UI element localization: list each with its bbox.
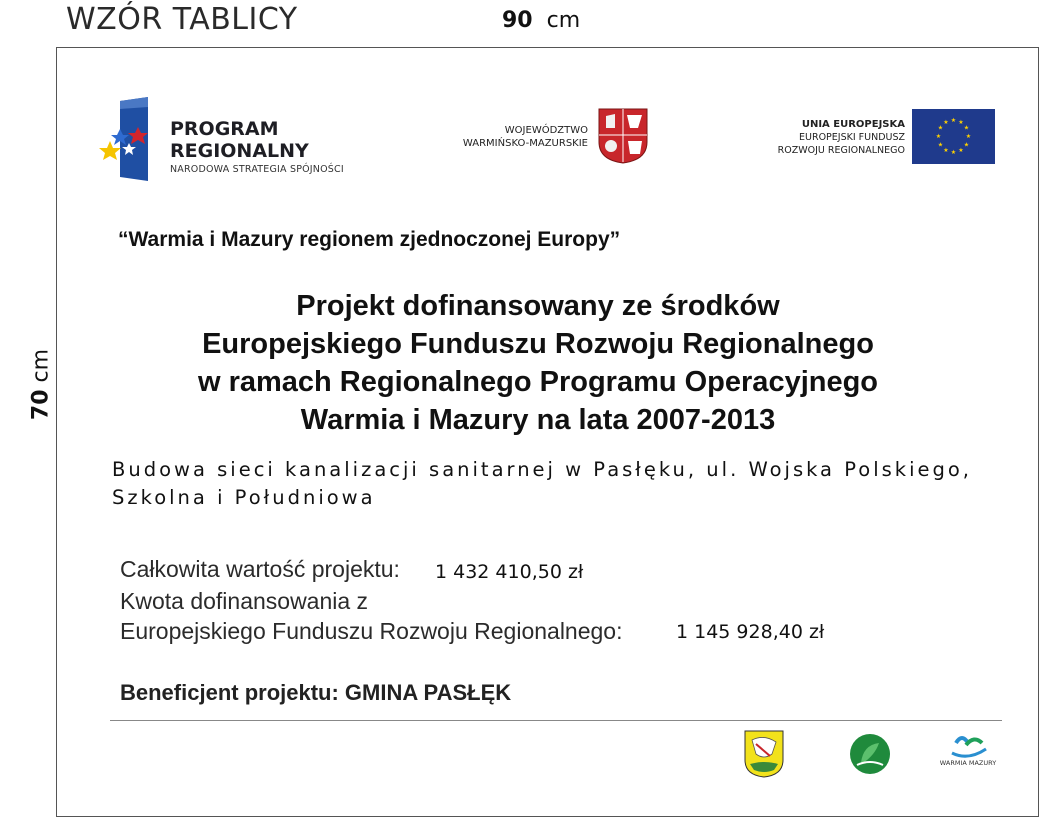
svg-text:★: ★	[937, 124, 944, 132]
svg-text:★: ★	[937, 141, 944, 149]
svg-text:★: ★	[958, 119, 964, 126]
beneficiary: Beneficjent projektu: GMINA PASŁĘK	[120, 680, 512, 705]
svg-text:★: ★	[935, 133, 942, 140]
voivodeship-text	[440, 124, 588, 150]
eu-flag-icon	[912, 109, 995, 164]
voivodeship-line-2: WARMIŃSKO-MAZURSKIE	[462, 138, 588, 149]
board-height-dimension	[29, 330, 54, 440]
program-line-1: PROGRAM	[170, 118, 279, 140]
cofinancing-label-line-1: Kwota dofinansowania z	[120, 588, 369, 614]
svg-text:★: ★	[943, 147, 949, 154]
headline-line-4: Warmia i Mazury na lata 2007-2013	[300, 404, 776, 436]
warmia-logo-text-line-1: WARMIA MAZURY	[939, 759, 997, 767]
eu-line-1: UNIA EUROPEJSKA	[801, 119, 905, 130]
green-leaf-logo-icon	[849, 733, 891, 775]
eu-line-3: ROZWOJU REGIONALNEGO	[777, 145, 905, 156]
paslek-crest-icon	[744, 730, 784, 778]
voivodeship-line-1: WOJEWÓDZTWO	[504, 125, 588, 136]
eu-line-2: EUROPEJSKI FUNDUSZ	[799, 132, 905, 143]
board-width-value: 90	[502, 8, 533, 33]
total-value-label: Całkowita wartość projektu:	[120, 556, 400, 582]
cofinancing-amount: 1 145 928,40 zł	[676, 621, 825, 643]
headline-line-3: w ramach Regionalnego Programu Operacyjnego	[197, 366, 879, 398]
warmia-mazury-logo-icon	[939, 731, 997, 775]
eu-text	[745, 118, 905, 157]
total-value-amount: 1 432 410,50 zł	[435, 561, 584, 583]
board-height-unit: cm	[28, 348, 54, 383]
voivodeship-crest-icon	[598, 108, 648, 164]
svg-text:★: ★	[950, 117, 957, 124]
project-name: Budowa sieci kanalizacji sanitarnej w Pasłęku, ul. Wojska Polskiego, Szkolna i Południowa	[112, 458, 972, 509]
program-line-3: NARODOWA STRATEGIA SPÓJNOŚCI	[170, 164, 344, 175]
svg-text:★: ★	[950, 149, 957, 156]
svg-text:★: ★	[958, 147, 964, 154]
svg-text:★: ★	[965, 133, 972, 140]
funding-headline	[100, 287, 976, 439]
headline-line-2: Europejskiego Funduszu Rozwoju Regionalnego	[202, 328, 874, 360]
svg-text:★: ★	[943, 119, 949, 126]
board-height-value: 70	[28, 389, 54, 421]
footer-divider	[110, 720, 1002, 721]
board-width-unit: cm	[546, 8, 581, 33]
template-title: WZÓR TABLICY	[66, 2, 298, 37]
motto: “Warmia i Mazury regionem zjednoczonej Europy”	[118, 228, 621, 251]
svg-text:★: ★	[963, 141, 970, 149]
cofinancing-label-line-2: Europejskiego Funduszu Rozwoju Regionalnego:	[120, 618, 623, 644]
headline-line-1: Projekt dofinansowany ze środków	[296, 290, 780, 322]
svg-text:★: ★	[963, 124, 970, 132]
program-line-2: REGIONALNY	[170, 140, 309, 162]
program-regionalny-text	[170, 118, 344, 175]
board-width-dimension	[502, 8, 580, 33]
